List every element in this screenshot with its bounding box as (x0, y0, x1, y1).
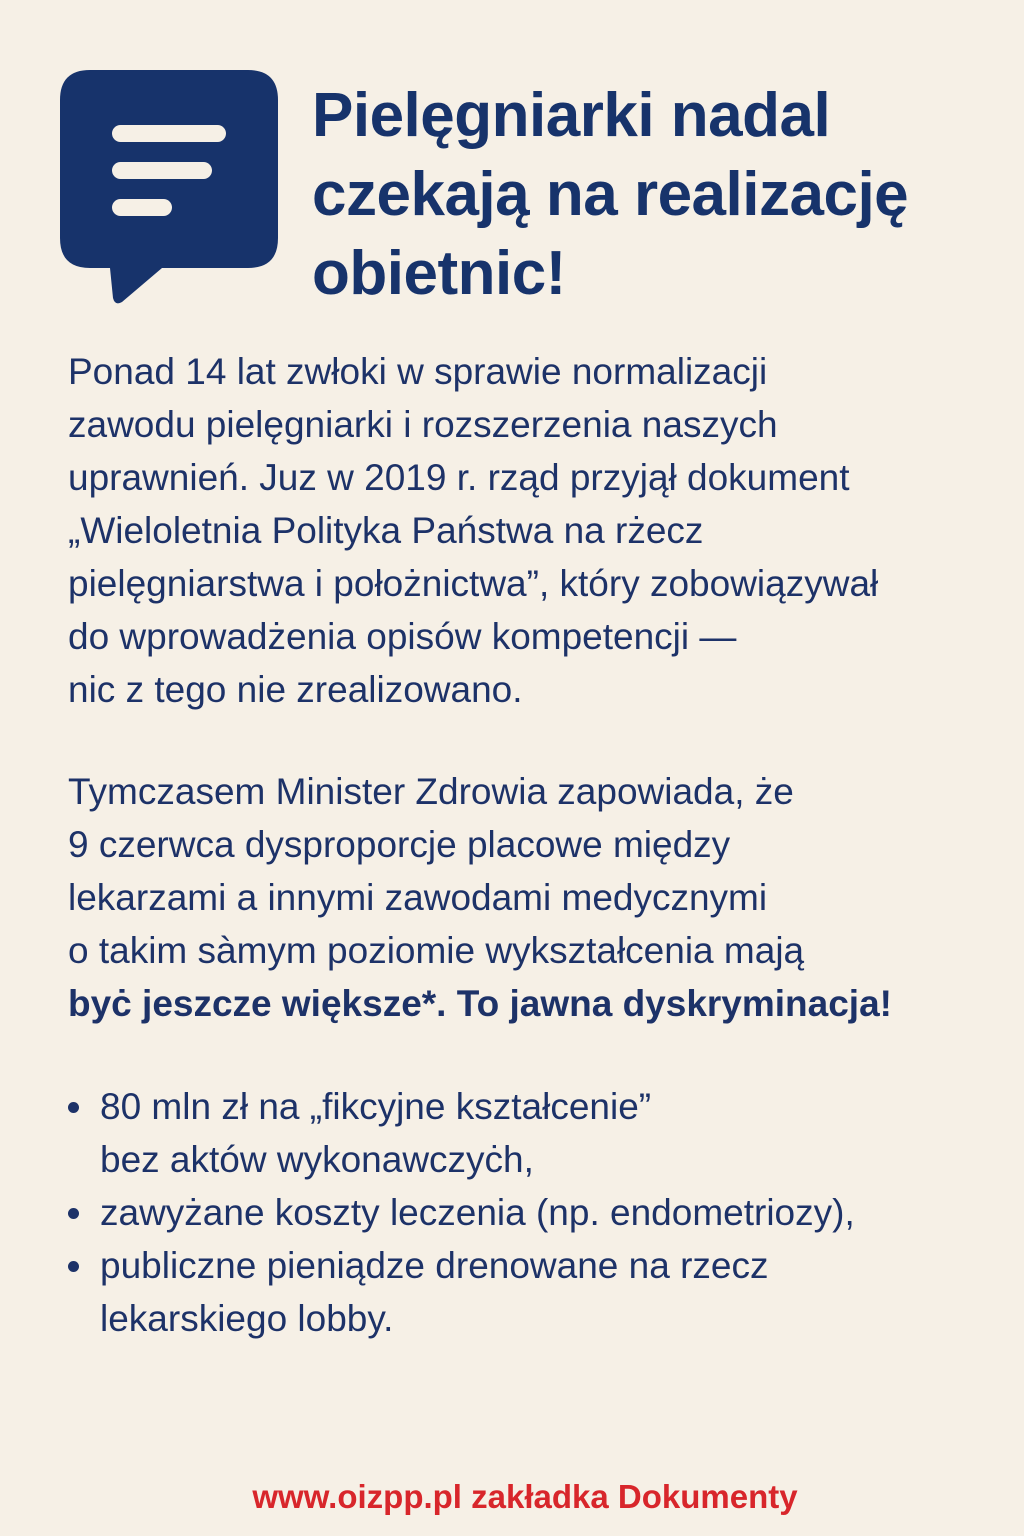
emphasis-line: byċ jeszcze większe*. To jawna dyskryminacja! (68, 983, 892, 1024)
paragraph-line: nic z tego nie zrealizowano. (68, 669, 523, 710)
list-item-line: 80 mln zł na „fikcyjne kształcenie” (100, 1086, 652, 1127)
list-item-line: publiczne pieniądze drenowane na rzecz (100, 1245, 769, 1286)
chat-bubble-icon (60, 70, 280, 305)
bullet-dot-icon (68, 1261, 79, 1272)
paragraph-line: o takim sàmym poziomie wykształcenia mają (68, 930, 805, 971)
paragraph-line: Ponad 14 lat zwłoki w sprawie normalizacji (68, 351, 768, 392)
list-item (68, 1186, 998, 1239)
paragraph-line: uprawnień. Juz w 2019 r. rząd przyjął dokument (68, 457, 850, 498)
minister-paragraph (68, 765, 998, 1030)
bullet-dot-icon (68, 1208, 79, 1219)
list-item-line: lekarskiego lobby. (100, 1298, 394, 1339)
paragraph-line: Tymczasem Minister Zdrowia zapowiada, że (68, 771, 794, 812)
bullet-list (68, 1080, 998, 1345)
footer-link[interactable]: www.oizpp.pl zakładka Dokumenty (252, 1478, 798, 1515)
paragraph-line: pielęgniarstwa i położnictwa”, który zobowiązywał (68, 563, 879, 604)
title-line: czekają na realizację (312, 160, 909, 229)
list-item-line: bez aktów wykonawczyċh, (100, 1139, 534, 1180)
page-title (312, 76, 1002, 313)
intro-paragraph (68, 345, 998, 716)
paragraph-line: zawodu pielęgniarki i rozszerzenia naszych (68, 404, 778, 445)
title-line: Pielęgniarki nadal (312, 81, 831, 150)
bullet-dot-icon (68, 1102, 79, 1113)
paragraph-line: do wprowadżenia opisów kompetencji — (68, 616, 737, 657)
list-item-line: zawyżane koszty leczenia (np. endometriozy), (100, 1192, 855, 1233)
paragraph-line: lekarzami a innymi zawodami medycznymi (68, 877, 768, 918)
paragraph-line: 9 czerwca dysproporcje placowe między (68, 824, 731, 865)
paragraph-line: „Wieloletnia Polityka Państwa na rżecz (68, 510, 704, 551)
title-line: obietnic! (312, 239, 566, 308)
list-item (68, 1080, 998, 1186)
list-item (68, 1239, 998, 1345)
